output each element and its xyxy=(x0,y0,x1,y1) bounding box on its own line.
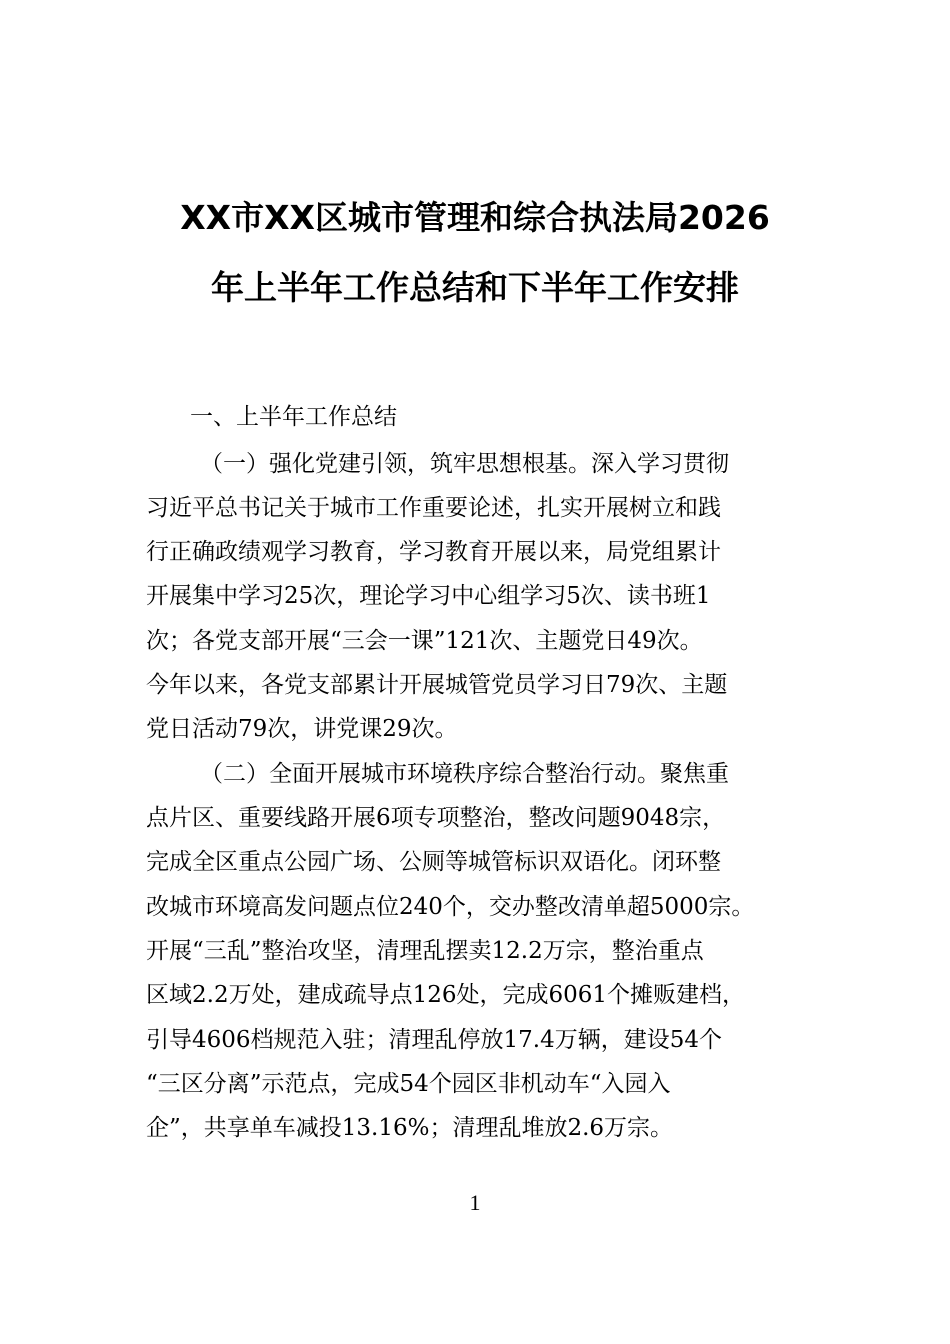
paragraph-line: 区域2.2万处，建成疏导点126处，完成6061个摊贩建档， xyxy=(146,982,746,1008)
paragraph-line: 今年以来，各党支部累计开展城管党员学习日79次、主题 xyxy=(146,672,728,698)
paragraph-line: 党日活动79次，讲党课29次。 xyxy=(146,716,458,742)
document-title-line-2: 年上半年工作总结和下半年工作安排 xyxy=(211,268,739,307)
paragraph-line: （一）强化党建引领，筑牢思想根基。深入学习贯彻 xyxy=(200,451,729,477)
paragraph-line: 改城市环境高发问题点位240个，交办整改清单超5000宗。 xyxy=(146,894,755,920)
paragraph-line: （二）全面开展城市环境秩序综合整治行动。聚焦重 xyxy=(200,761,729,787)
paragraph-line: 习近平总书记关于城市工作重要论述，扎实开展树立和践 xyxy=(146,495,721,521)
paragraph-line: 完成全区重点公园广场、公厕等城管标识双语化。闭环整 xyxy=(146,849,721,875)
paragraph-line: 企”，共享单车减投13.16%；清理乱堆放2.6万宗。 xyxy=(146,1115,674,1141)
section-heading: 一、上半年工作总结 xyxy=(190,404,397,430)
paragraph-line: “三区分离”示范点，完成54个园区非机动车“入园入 xyxy=(146,1071,671,1097)
paragraph-line: 开展集中学习25次，理论学习中心组学习5次、读书班1 xyxy=(146,583,711,609)
document-title-line-1: XX市XX区城市管理和综合执法局2026 xyxy=(180,198,770,237)
page-number: 1 xyxy=(469,1190,481,1215)
paragraph-line: 次；各党支部开展“三会一课”121次、主题党日49次。 xyxy=(146,628,703,654)
paragraph-line: 点片区、重要线路开展6项专项整治，整改问题9048宗， xyxy=(146,805,726,831)
paragraph-line: 开展“三乱”整治攻坚，清理乱摆卖12.2万宗，整治重点 xyxy=(146,938,704,964)
paragraph-line: 引导4606档规范入驻；清理乱停放17.4万辆，建设54个 xyxy=(146,1027,723,1053)
paragraph-line: 行正确政绩观学习教育，学习教育开展以来，局党组累计 xyxy=(146,539,721,565)
